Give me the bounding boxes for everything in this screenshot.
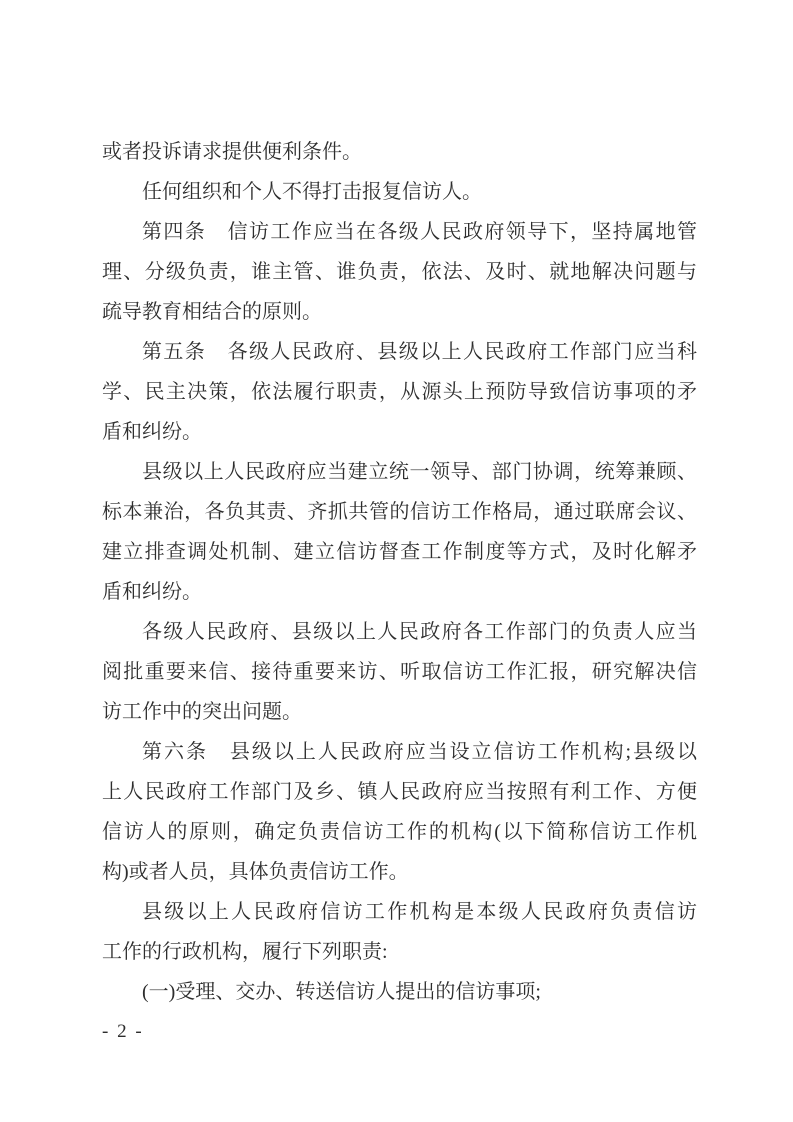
- text-line: 建立排查调处机制、建立信访督查工作制度等方式，及时化解矛: [102, 541, 697, 563]
- text-line: 第五条 各级人民政府、县级以上人民政府工作部门应当科: [142, 341, 697, 363]
- text-line: 第四条 信访工作应当在各级人民政府领导下，坚持属地管: [142, 221, 697, 243]
- text-line: 工作的行政机构，履行下列职责:: [102, 941, 388, 963]
- text-line: (一)受理、交办、转送信访人提出的信访事项;: [142, 981, 541, 1003]
- page-number: - 2 -: [102, 1021, 144, 1042]
- text-line: 盾和纠纷。: [102, 421, 202, 443]
- text-line: 理、分级负责，谁主管、谁负责，依法、及时、就地解决问题与: [102, 261, 697, 283]
- text-line: 任何组织和个人不得打击报复信访人。: [142, 181, 482, 203]
- text-line: 访工作中的突出问题。: [102, 701, 302, 723]
- text-line: 疏导教育相结合的原则。: [102, 301, 322, 323]
- text-line: 学、民主决策，依法履行职责，从源头上预防导致信访事项的矛: [102, 381, 697, 403]
- text-line: 阅批重要来信、接待重要来访、听取信访工作汇报，研究解决信: [102, 661, 697, 683]
- paragraph: [102, 612, 697, 732]
- text-line: 构)或者人员，具体负责信访工作。: [102, 861, 409, 883]
- text-line: 信访人的原则，确定负责信访工作的机构(以下简称信访工作机: [102, 821, 697, 843]
- text-line: 各级人民政府、县级以上人民政府各工作部门的负责人应当: [142, 621, 697, 643]
- paragraph: [102, 332, 697, 452]
- paragraph: [102, 172, 697, 212]
- text-line: 上人民政府工作部门及乡、镇人民政府应当按照有利工作、方便: [102, 781, 697, 803]
- paragraph: [102, 732, 697, 892]
- paragraph: [102, 892, 697, 972]
- paragraph: [102, 972, 697, 1012]
- paragraph: [102, 212, 697, 332]
- text-line: 盾和纠纷。: [102, 581, 202, 603]
- text-line: 标本兼治，各负其责、齐抓共管的信访工作格局，通过联席会议、: [102, 501, 697, 523]
- text-line: 县级以上人民政府应当建立统一领导、部门协调，统筹兼顾、: [142, 461, 697, 483]
- paragraph: [102, 132, 697, 172]
- text-line: 县级以上人民政府信访工作机构是本级人民政府负责信访: [142, 901, 697, 923]
- paragraph: [102, 452, 697, 612]
- text-line: 第六条 县级以上人民政府应当设立信访工作机构;县级以: [142, 741, 697, 763]
- text-line: 或者投诉请求提供便利条件。: [102, 141, 362, 163]
- document-body: [102, 132, 697, 1012]
